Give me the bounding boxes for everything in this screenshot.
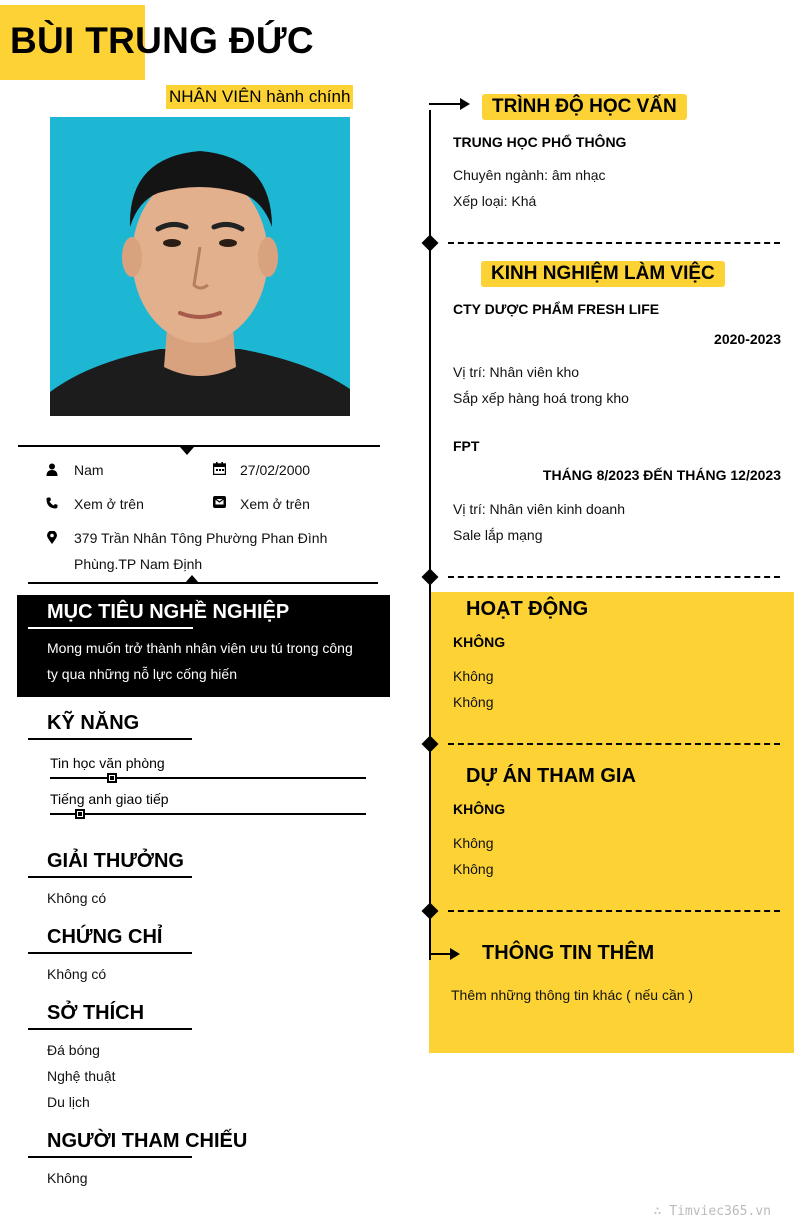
certificates-text: Không có (47, 966, 107, 982)
info-bottom-divider (28, 582, 378, 584)
career-objective-line-2: ty qua những nỗ lực cống hiến (47, 666, 237, 682)
job-period: THÁNG 8/2023 ĐẾN THÁNG 12/2023 (542, 467, 781, 483)
candidate-name: BÙI TRUNG ĐỨC (10, 20, 314, 61)
activities-title: HOẠT ĐỘNG (466, 598, 589, 620)
section-divider (448, 743, 780, 745)
timeline-end-line (429, 928, 431, 954)
references-text: Không (47, 1170, 88, 1186)
projects-title: DỰ ÁN THAM GIA (466, 765, 636, 787)
address-line-1: 379 Trần Nhân Tông Phường Phan Đình (74, 530, 328, 546)
job-company: CTY DƯỢC PHẨM FRESH LIFE (453, 301, 660, 317)
hobby-item: Nghệ thuật (47, 1068, 116, 1084)
skill-name: Tiếng anh giao tiếp (50, 791, 169, 807)
hobbies-underline (28, 1028, 192, 1030)
skills-underline (28, 738, 192, 740)
timeline-diamond (422, 569, 439, 586)
awards-title: GIẢI THƯỞNG (47, 850, 184, 872)
candidate-position: NHÂN VIÊN hành chính (166, 85, 353, 109)
calendar-icon (212, 461, 226, 475)
activities-line-2: Không (453, 694, 494, 710)
phone-value: Xem ở trên (74, 496, 144, 512)
education-school: TRUNG HỌC PHỔ THÔNG (453, 134, 627, 150)
certificates-underline (28, 952, 192, 954)
timeline-diamond (422, 235, 439, 252)
phone-icon (45, 496, 59, 510)
education-rank: Xếp loại: Khá (453, 193, 537, 209)
extra-info-text: Thêm những thông tin khác ( nếu cần ) (451, 987, 694, 1003)
career-objective-line-1: Mong muốn trở thành nhân viên ưu tú trong công (47, 640, 353, 656)
email-value: Xem ở trên (240, 496, 310, 512)
references-underline (28, 1156, 192, 1158)
references-title: NGƯỜI THAM CHIẾU (47, 1130, 248, 1152)
activities-subtitle: KHÔNG (453, 634, 506, 650)
timeline-arrow-line (429, 953, 451, 955)
job-company: FPT (453, 438, 480, 454)
hobbies-title: SỞ THÍCH (47, 1002, 145, 1024)
projects-subtitle: KHÔNG (453, 801, 506, 817)
projects-line-2: Không (453, 861, 494, 877)
job-description: Sắp xếp hàng hoá trong kho (453, 390, 629, 406)
birthday-value: 27/02/2000 (240, 462, 311, 478)
skills-title: KỸ NĂNG (47, 712, 140, 734)
arrow-right-icon (460, 98, 470, 110)
skill-level-knob (75, 809, 85, 819)
experience-title: KINH NGHIỆM LÀM VIỆC (481, 261, 725, 287)
career-objective-underline (28, 627, 193, 629)
divider-pointer-down (180, 447, 194, 455)
profile-photo (50, 117, 350, 416)
activities-panel-background (429, 592, 794, 1053)
envelope-icon (212, 495, 226, 509)
education-title: TRÌNH ĐỘ HỌC VẤN (482, 94, 687, 120)
hobby-item: Du lịch (47, 1094, 90, 1110)
extra-info-title: THÔNG TIN THÊM (482, 942, 655, 964)
certificates-title: CHỨNG CHỈ (47, 926, 163, 948)
skill-level-track (50, 777, 366, 779)
career-objective-title: MỤC TIÊU NGHỀ NGHIỆP (47, 601, 290, 623)
awards-text: Không có (47, 890, 107, 906)
skill-level-knob (107, 773, 117, 783)
job-description: Sale lắp mạng (453, 527, 543, 543)
map-marker-icon (45, 530, 59, 544)
gender-value: Nam (74, 462, 104, 478)
section-divider (448, 910, 780, 912)
career-objective-text (47, 635, 377, 687)
job-period: 2020-2023 (714, 331, 781, 347)
education-major: Chuyên ngành: âm nhạc (453, 167, 606, 183)
section-divider (448, 576, 780, 578)
job-role: Vị trí: Nhân viên kho (453, 364, 580, 380)
profile-photo-illustration (50, 117, 350, 416)
hobby-item: Đá bóng (47, 1042, 100, 1058)
awards-underline (28, 876, 192, 878)
activities-line-1: Không (453, 668, 494, 684)
timeline-arrow-line (429, 103, 461, 105)
skill-name: Tin học văn phòng (50, 755, 165, 771)
skill-level-track (50, 813, 366, 815)
info-top-divider (18, 445, 380, 447)
projects-line-1: Không (453, 835, 494, 851)
section-divider (448, 242, 780, 244)
career-objective-box (17, 595, 390, 697)
job-role: Vị trí: Nhân viên kinh doanh (453, 501, 625, 517)
watermark: ∴ Timviec365.vn (653, 1204, 771, 1219)
user-icon (45, 462, 59, 476)
arrow-right-icon (450, 948, 460, 960)
address-line-2: Phùng.TP Nam Định (74, 556, 203, 572)
